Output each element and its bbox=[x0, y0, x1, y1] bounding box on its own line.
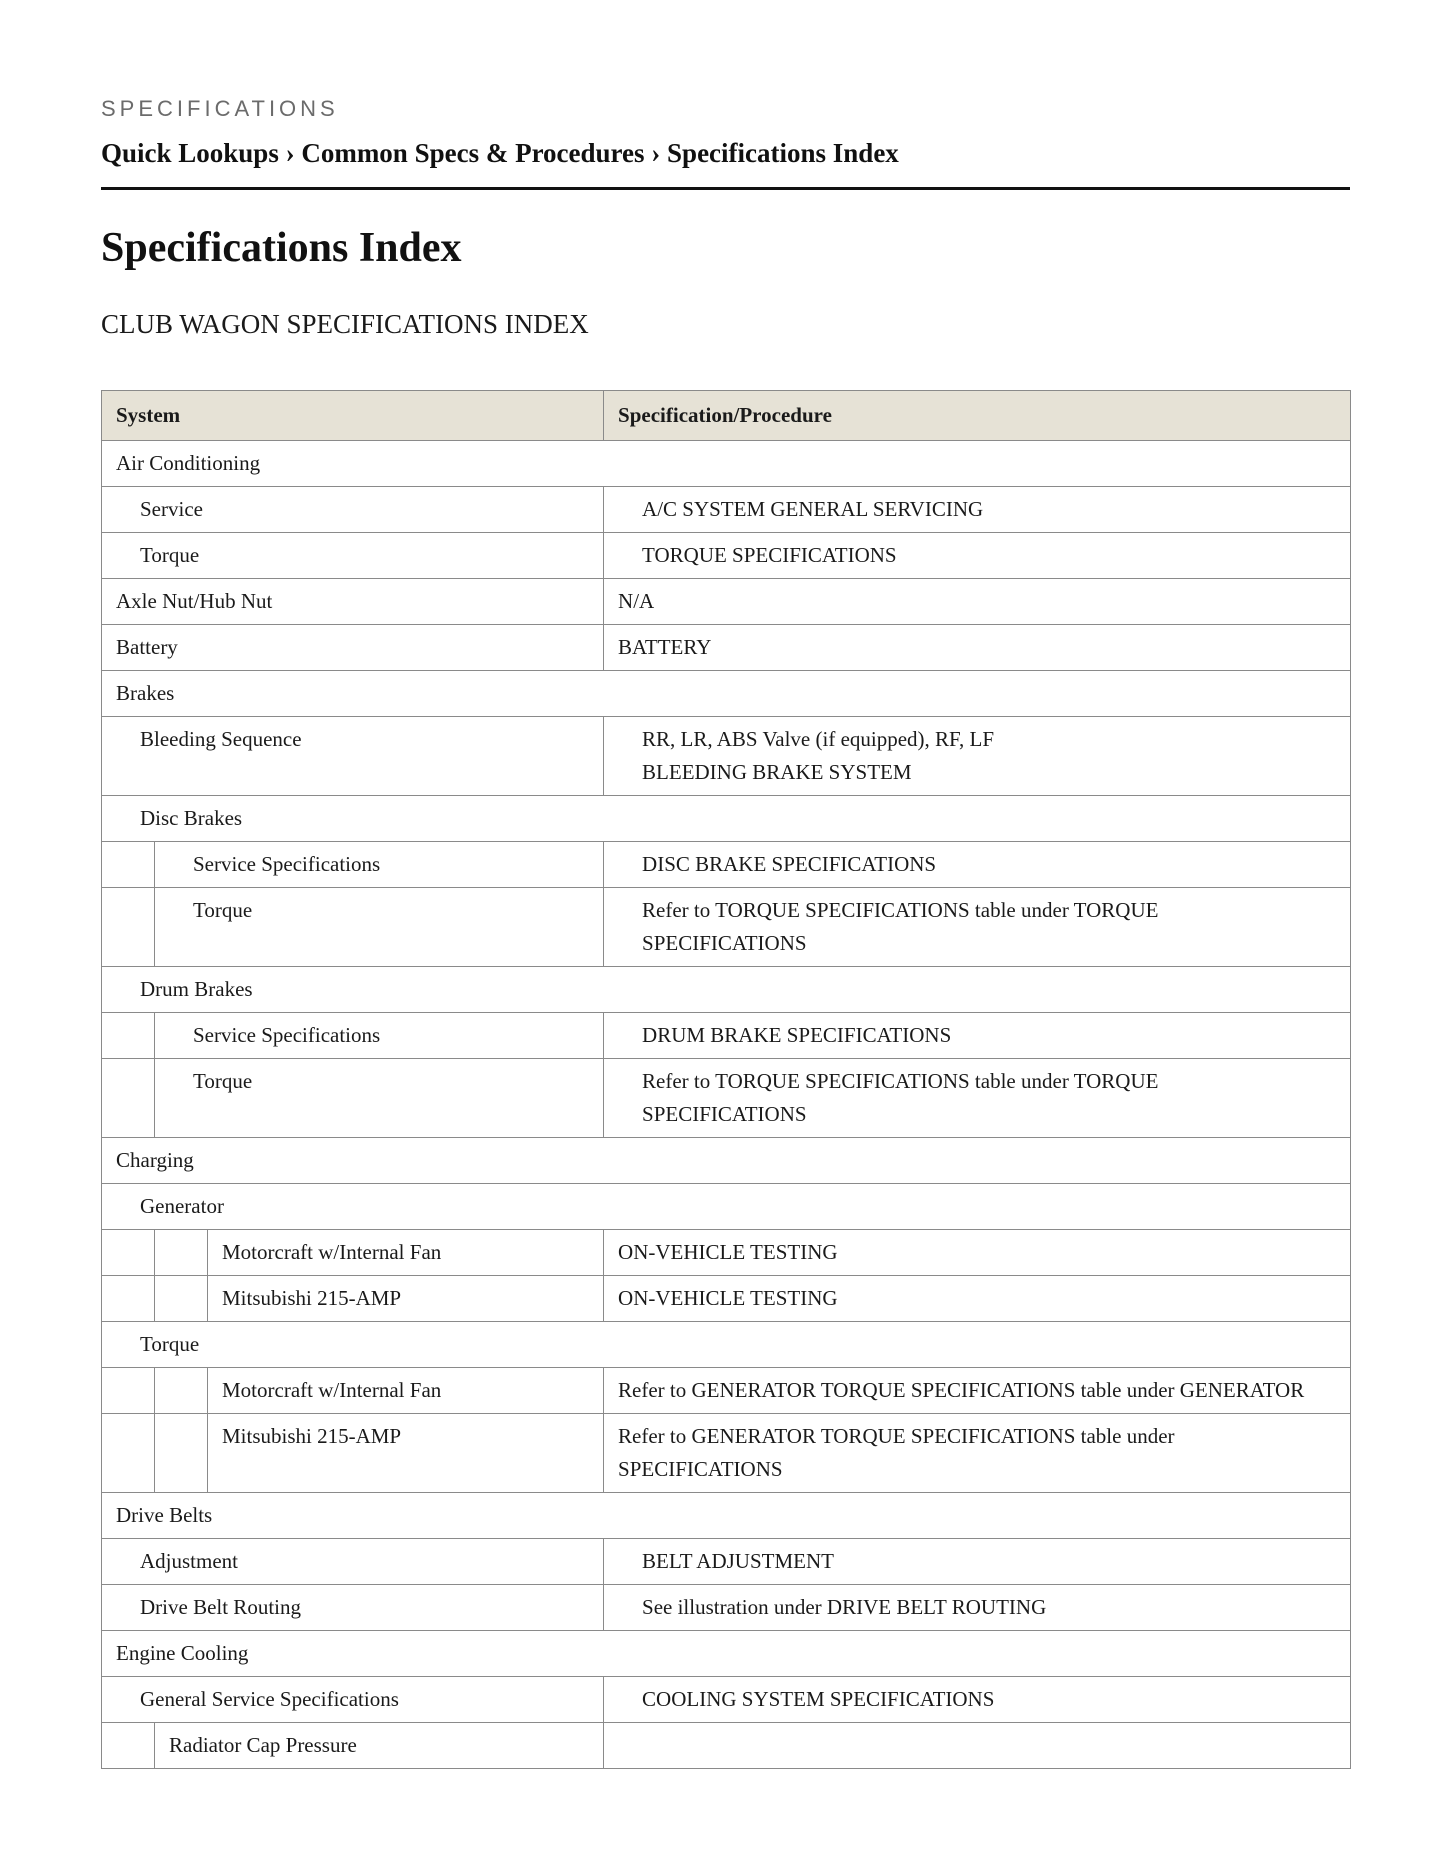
system-cell: Mitsubishi 215-AMP bbox=[208, 1414, 604, 1493]
table-row bbox=[102, 1368, 1351, 1414]
spec-cell: ON-VEHICLE TESTING bbox=[604, 1276, 1351, 1322]
spec-cell: BATTERY bbox=[604, 625, 1351, 671]
system-cell: Adjustment bbox=[102, 1539, 604, 1585]
indent-stub bbox=[102, 1230, 155, 1276]
table-header-row bbox=[102, 391, 1351, 441]
spec-cell: See illustration under DRIVE BELT ROUTING bbox=[604, 1585, 1351, 1631]
table-row bbox=[102, 1276, 1351, 1322]
spec-cell: BELT ADJUSTMENT bbox=[604, 1539, 1351, 1585]
spec-line: Refer to TORQUE SPECIFICATIONS table under TORQUE bbox=[642, 1069, 1159, 1093]
system-cell: General Service Specifications bbox=[102, 1677, 604, 1723]
system-cell: Bleeding Sequence bbox=[102, 717, 604, 796]
system-cell: Generator bbox=[102, 1184, 1351, 1230]
table-row bbox=[102, 1230, 1351, 1276]
table-row bbox=[102, 579, 1351, 625]
spec-cell: TORQUE SPECIFICATIONS bbox=[604, 533, 1351, 579]
column-header-spec: Specification/Procedure bbox=[604, 391, 1351, 441]
table-row bbox=[102, 441, 1351, 487]
spec-cell: ON-VEHICLE TESTING bbox=[604, 1230, 1351, 1276]
table-row bbox=[102, 1585, 1351, 1631]
system-cell: Motorcraft w/Internal Fan bbox=[208, 1368, 604, 1414]
indent-stub bbox=[102, 1414, 155, 1493]
breadcrumb: Quick Lookups › Common Specs & Procedures › Specifications Index bbox=[101, 138, 899, 168]
specifications-table bbox=[101, 390, 1351, 1769]
system-cell: Battery bbox=[102, 625, 604, 671]
system-cell: Torque bbox=[102, 533, 604, 579]
header-divider bbox=[101, 187, 1350, 190]
system-cell: Drive Belt Routing bbox=[102, 1585, 604, 1631]
system-cell: Service bbox=[102, 487, 604, 533]
spec-cell: N/A bbox=[604, 579, 1351, 625]
table-row bbox=[102, 796, 1351, 842]
spec-line: RR, LR, ABS Valve (if equipped), RF, LF bbox=[642, 727, 995, 751]
table-row bbox=[102, 888, 1351, 967]
table-row bbox=[102, 533, 1351, 579]
table-row bbox=[102, 967, 1351, 1013]
system-cell: Air Conditioning bbox=[102, 441, 1351, 487]
column-header-system: System bbox=[102, 391, 604, 441]
spec-line: SPECIFICATIONS bbox=[618, 1457, 783, 1481]
table-row bbox=[102, 625, 1351, 671]
indent-stub bbox=[102, 1059, 155, 1138]
spec-cell bbox=[604, 1414, 1351, 1493]
indent-stub bbox=[155, 1276, 208, 1322]
system-cell: Radiator Cap Pressure bbox=[155, 1723, 604, 1769]
spec-cell bbox=[604, 888, 1351, 967]
table-row bbox=[102, 1723, 1351, 1769]
indent-stub bbox=[155, 1414, 208, 1493]
table-row bbox=[102, 717, 1351, 796]
spec-cell: DISC BRAKE SPECIFICATIONS bbox=[604, 842, 1351, 888]
system-cell: Drive Belts bbox=[102, 1493, 1351, 1539]
spec-cell: A/C SYSTEM GENERAL SERVICING bbox=[604, 487, 1351, 533]
indent-stub bbox=[102, 888, 155, 967]
system-cell: Service Specifications bbox=[155, 842, 604, 888]
system-cell: Torque bbox=[102, 1322, 1351, 1368]
page-title: Specifications Index bbox=[101, 225, 462, 271]
indent-stub bbox=[155, 1368, 208, 1414]
table-row bbox=[102, 1184, 1351, 1230]
system-cell: Motorcraft w/Internal Fan bbox=[208, 1230, 604, 1276]
table-row bbox=[102, 1059, 1351, 1138]
system-cell: Disc Brakes bbox=[102, 796, 1351, 842]
table-row bbox=[102, 1414, 1351, 1493]
spec-line: BLEEDING BRAKE SYSTEM bbox=[642, 760, 912, 784]
table-row bbox=[102, 1322, 1351, 1368]
system-cell: Axle Nut/Hub Nut bbox=[102, 579, 604, 625]
indent-stub bbox=[102, 1013, 155, 1059]
system-cell: Torque bbox=[155, 888, 604, 967]
spec-line: Refer to TORQUE SPECIFICATIONS table under TORQUE bbox=[642, 898, 1159, 922]
spec-cell bbox=[604, 1723, 1351, 1769]
system-cell: Brakes bbox=[102, 671, 1351, 717]
indent-stub bbox=[102, 1276, 155, 1322]
page-subtitle: CLUB WAGON SPECIFICATIONS INDEX bbox=[101, 309, 589, 339]
table-row bbox=[102, 1631, 1351, 1677]
table-row bbox=[102, 1013, 1351, 1059]
spec-cell: Refer to GENERATOR TORQUE SPECIFICATIONS table under GENERATOR bbox=[604, 1368, 1351, 1414]
system-cell: Mitsubishi 215-AMP bbox=[208, 1276, 604, 1322]
system-cell: Charging bbox=[102, 1138, 1351, 1184]
section-label: SPECIFICATIONS bbox=[101, 96, 339, 121]
table-row bbox=[102, 1493, 1351, 1539]
table-row bbox=[102, 671, 1351, 717]
system-cell: Service Specifications bbox=[155, 1013, 604, 1059]
indent-stub bbox=[155, 1230, 208, 1276]
spec-cell bbox=[604, 1059, 1351, 1138]
system-cell: Engine Cooling bbox=[102, 1631, 1351, 1677]
table-row bbox=[102, 1677, 1351, 1723]
indent-stub bbox=[102, 842, 155, 888]
table-row bbox=[102, 1539, 1351, 1585]
spec-cell bbox=[604, 717, 1351, 796]
table-row bbox=[102, 842, 1351, 888]
indent-stub bbox=[102, 1723, 155, 1769]
spec-cell: COOLING SYSTEM SPECIFICATIONS bbox=[604, 1677, 1351, 1723]
table-row bbox=[102, 487, 1351, 533]
spec-line: SPECIFICATIONS bbox=[642, 931, 807, 955]
indent-stub bbox=[102, 1368, 155, 1414]
spec-line: Refer to GENERATOR TORQUE SPECIFICATIONS table under bbox=[618, 1424, 1175, 1448]
system-cell: Drum Brakes bbox=[102, 967, 1351, 1013]
spec-cell: DRUM BRAKE SPECIFICATIONS bbox=[604, 1013, 1351, 1059]
table-row bbox=[102, 1138, 1351, 1184]
system-cell: Torque bbox=[155, 1059, 604, 1138]
spec-line: SPECIFICATIONS bbox=[642, 1102, 807, 1126]
